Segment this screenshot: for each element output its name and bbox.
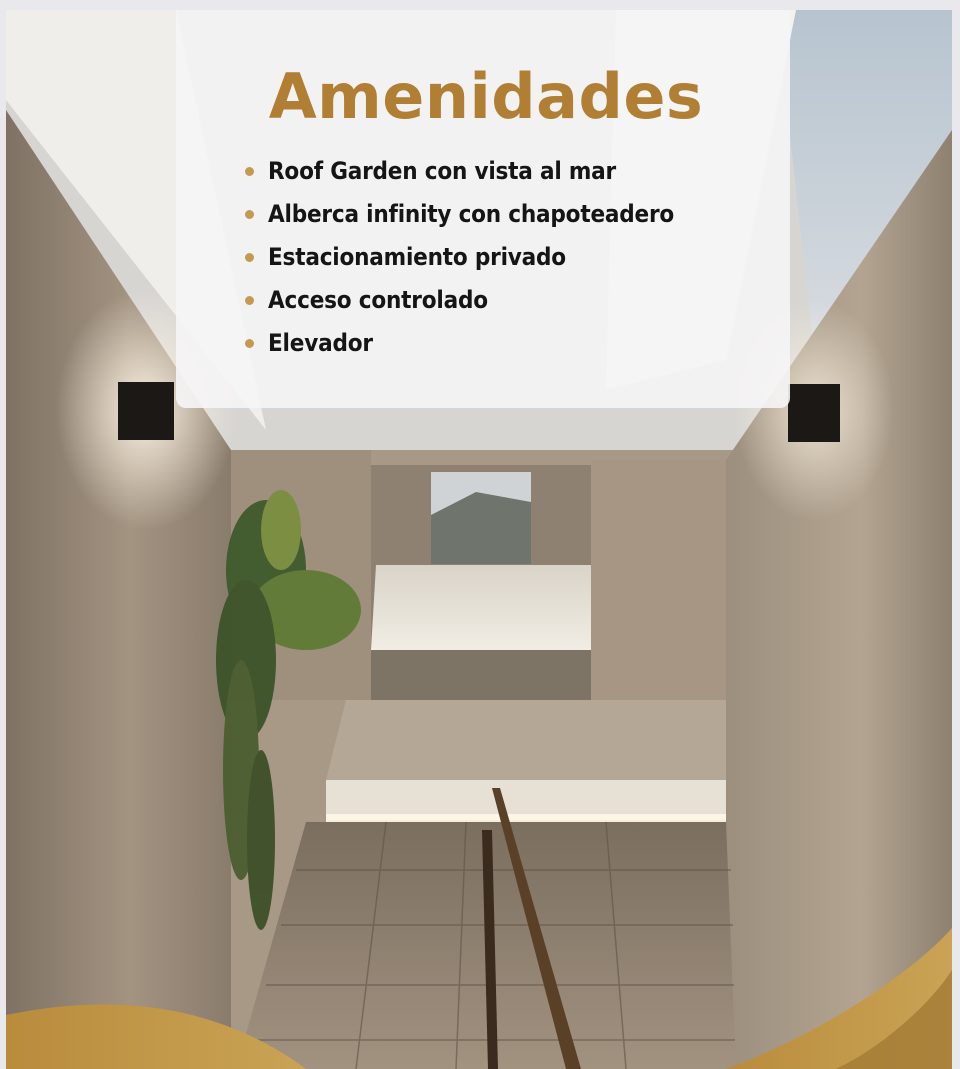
amenities-poster: [6, 10, 952, 1069]
list-item-label: Roof Garden con vista al mar: [268, 157, 616, 185]
amenities-card: [176, 10, 790, 408]
bullet-icon: [245, 339, 254, 348]
list-item-label: Elevador: [268, 329, 373, 357]
list-item-label: Alberca infinity con chapoteadero: [268, 200, 675, 228]
list-item: [244, 236, 790, 279]
amenities-list: [176, 150, 790, 365]
bullet-icon: [245, 210, 254, 219]
bullet-icon: [245, 253, 254, 262]
list-item-label: Acceso controlado: [268, 286, 488, 314]
bullet-icon: [245, 167, 254, 176]
amenities-title: Amenidades: [268, 60, 704, 133]
list-item: [244, 193, 790, 236]
list-item: [244, 322, 790, 365]
wall-lamp-right-icon: [788, 384, 840, 442]
list-item: [244, 279, 790, 322]
bullet-icon: [245, 296, 254, 305]
list-item: [244, 150, 790, 193]
list-item-label: Estacionamiento privado: [268, 243, 566, 271]
wall-lamp-left-icon: [118, 382, 174, 440]
